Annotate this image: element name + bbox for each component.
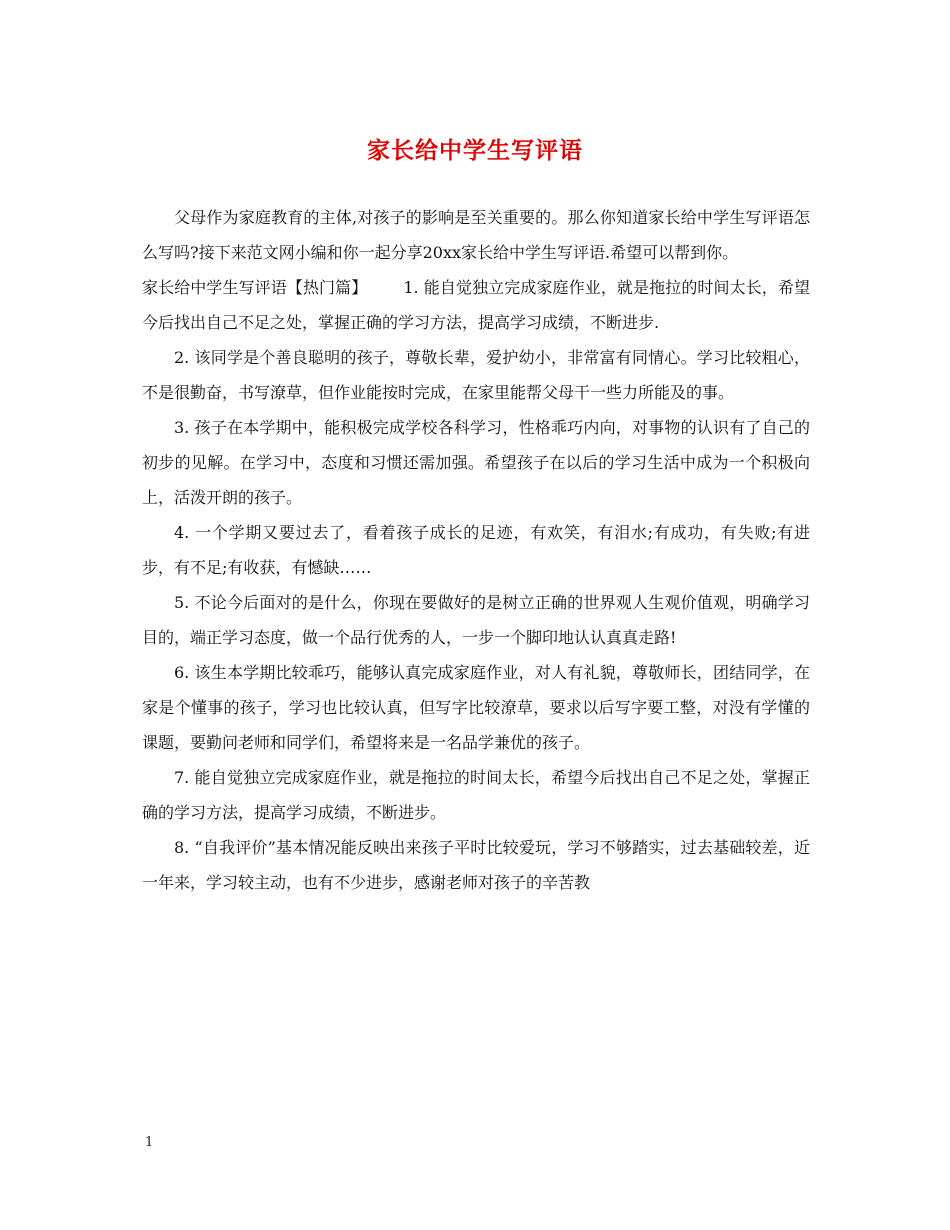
- item-3: 3. 孩子在本学期中，能积极完成学校各科学习，性格乖巧内向，对事物的认识有了自己的初步的见解。在学习中，态度和习惯还需加强。希望孩子在以后的学习生活中成为一个积极向上，活泼开朗的孩子。: [142, 418, 810, 507]
- item-5: 5. 不论今后面对的是什么，你现在要做好的是树立正确的世界观人生观价值观，明确学习目的，端正学习态度，做一个品行优秀的人，一步一个脚印地认认真真走路!: [142, 593, 810, 647]
- section-paragraph: [142, 270, 810, 340]
- document-body: [142, 200, 810, 900]
- item-4: 4. 一个学期又要过去了，看着孩子成长的足迹，有欢笑，有泪水;有成功，有失败;有进步，有不足;有收获，有憾缺……: [142, 523, 810, 577]
- item-6: 6. 该生本学期比较乖巧，能够认真完成家庭作业，对人有礼貌，尊敬师长，团结同学，在家是个懂事的孩子，学习也比较认真，但写字比较潦草，要求以后写字要工整，对没有学懂的课题，要勤问老师和同学们，希望将来是一名品学兼优的孩子。: [142, 663, 810, 752]
- section-heading: 家长给中学生写评语【热门篇】: [142, 278, 368, 297]
- document-title: 家长给中学生写评语: [367, 137, 583, 164]
- intro-paragraph: 父母作为家庭教育的主体,对孩子的影响是至关重要的。那么你知道家长给中学生写评语怎么写吗?接下来范文网小编和你一起分享20xx家长给中学生写评语.希望可以帮到你。: [142, 208, 810, 262]
- item-8: 8. “自我评价”基本情况能反映出来孩子平时比较爱玩，学习不够踏实，过去基础较差，近一年来，学习较主动，也有不少进步，感谢老师对孩子的辛苦教: [142, 838, 810, 892]
- item-1: 1. 能自觉独立完成家庭作业，就是拖拉的时间太长，希望今后找出自己不足之处，掌握正确的学习方法，提高学习成绩，不断进步.: [142, 278, 810, 332]
- item-7: 7. 能自觉独立完成家庭作业，就是拖拉的时间太长，希望今后找出自己不足之处，掌握正确的学习方法，提高学习成绩，不断进步。: [142, 768, 810, 822]
- page-number: 1: [145, 1135, 154, 1150]
- item-2: 2. 该同学是个善良聪明的孩子，尊敬长辈，爱护幼小，非常富有同情心。学习比较粗心，不是很勤奋，书写潦草，但作业能按时完成，在家里能帮父母干一些力所能及的事。: [142, 348, 810, 402]
